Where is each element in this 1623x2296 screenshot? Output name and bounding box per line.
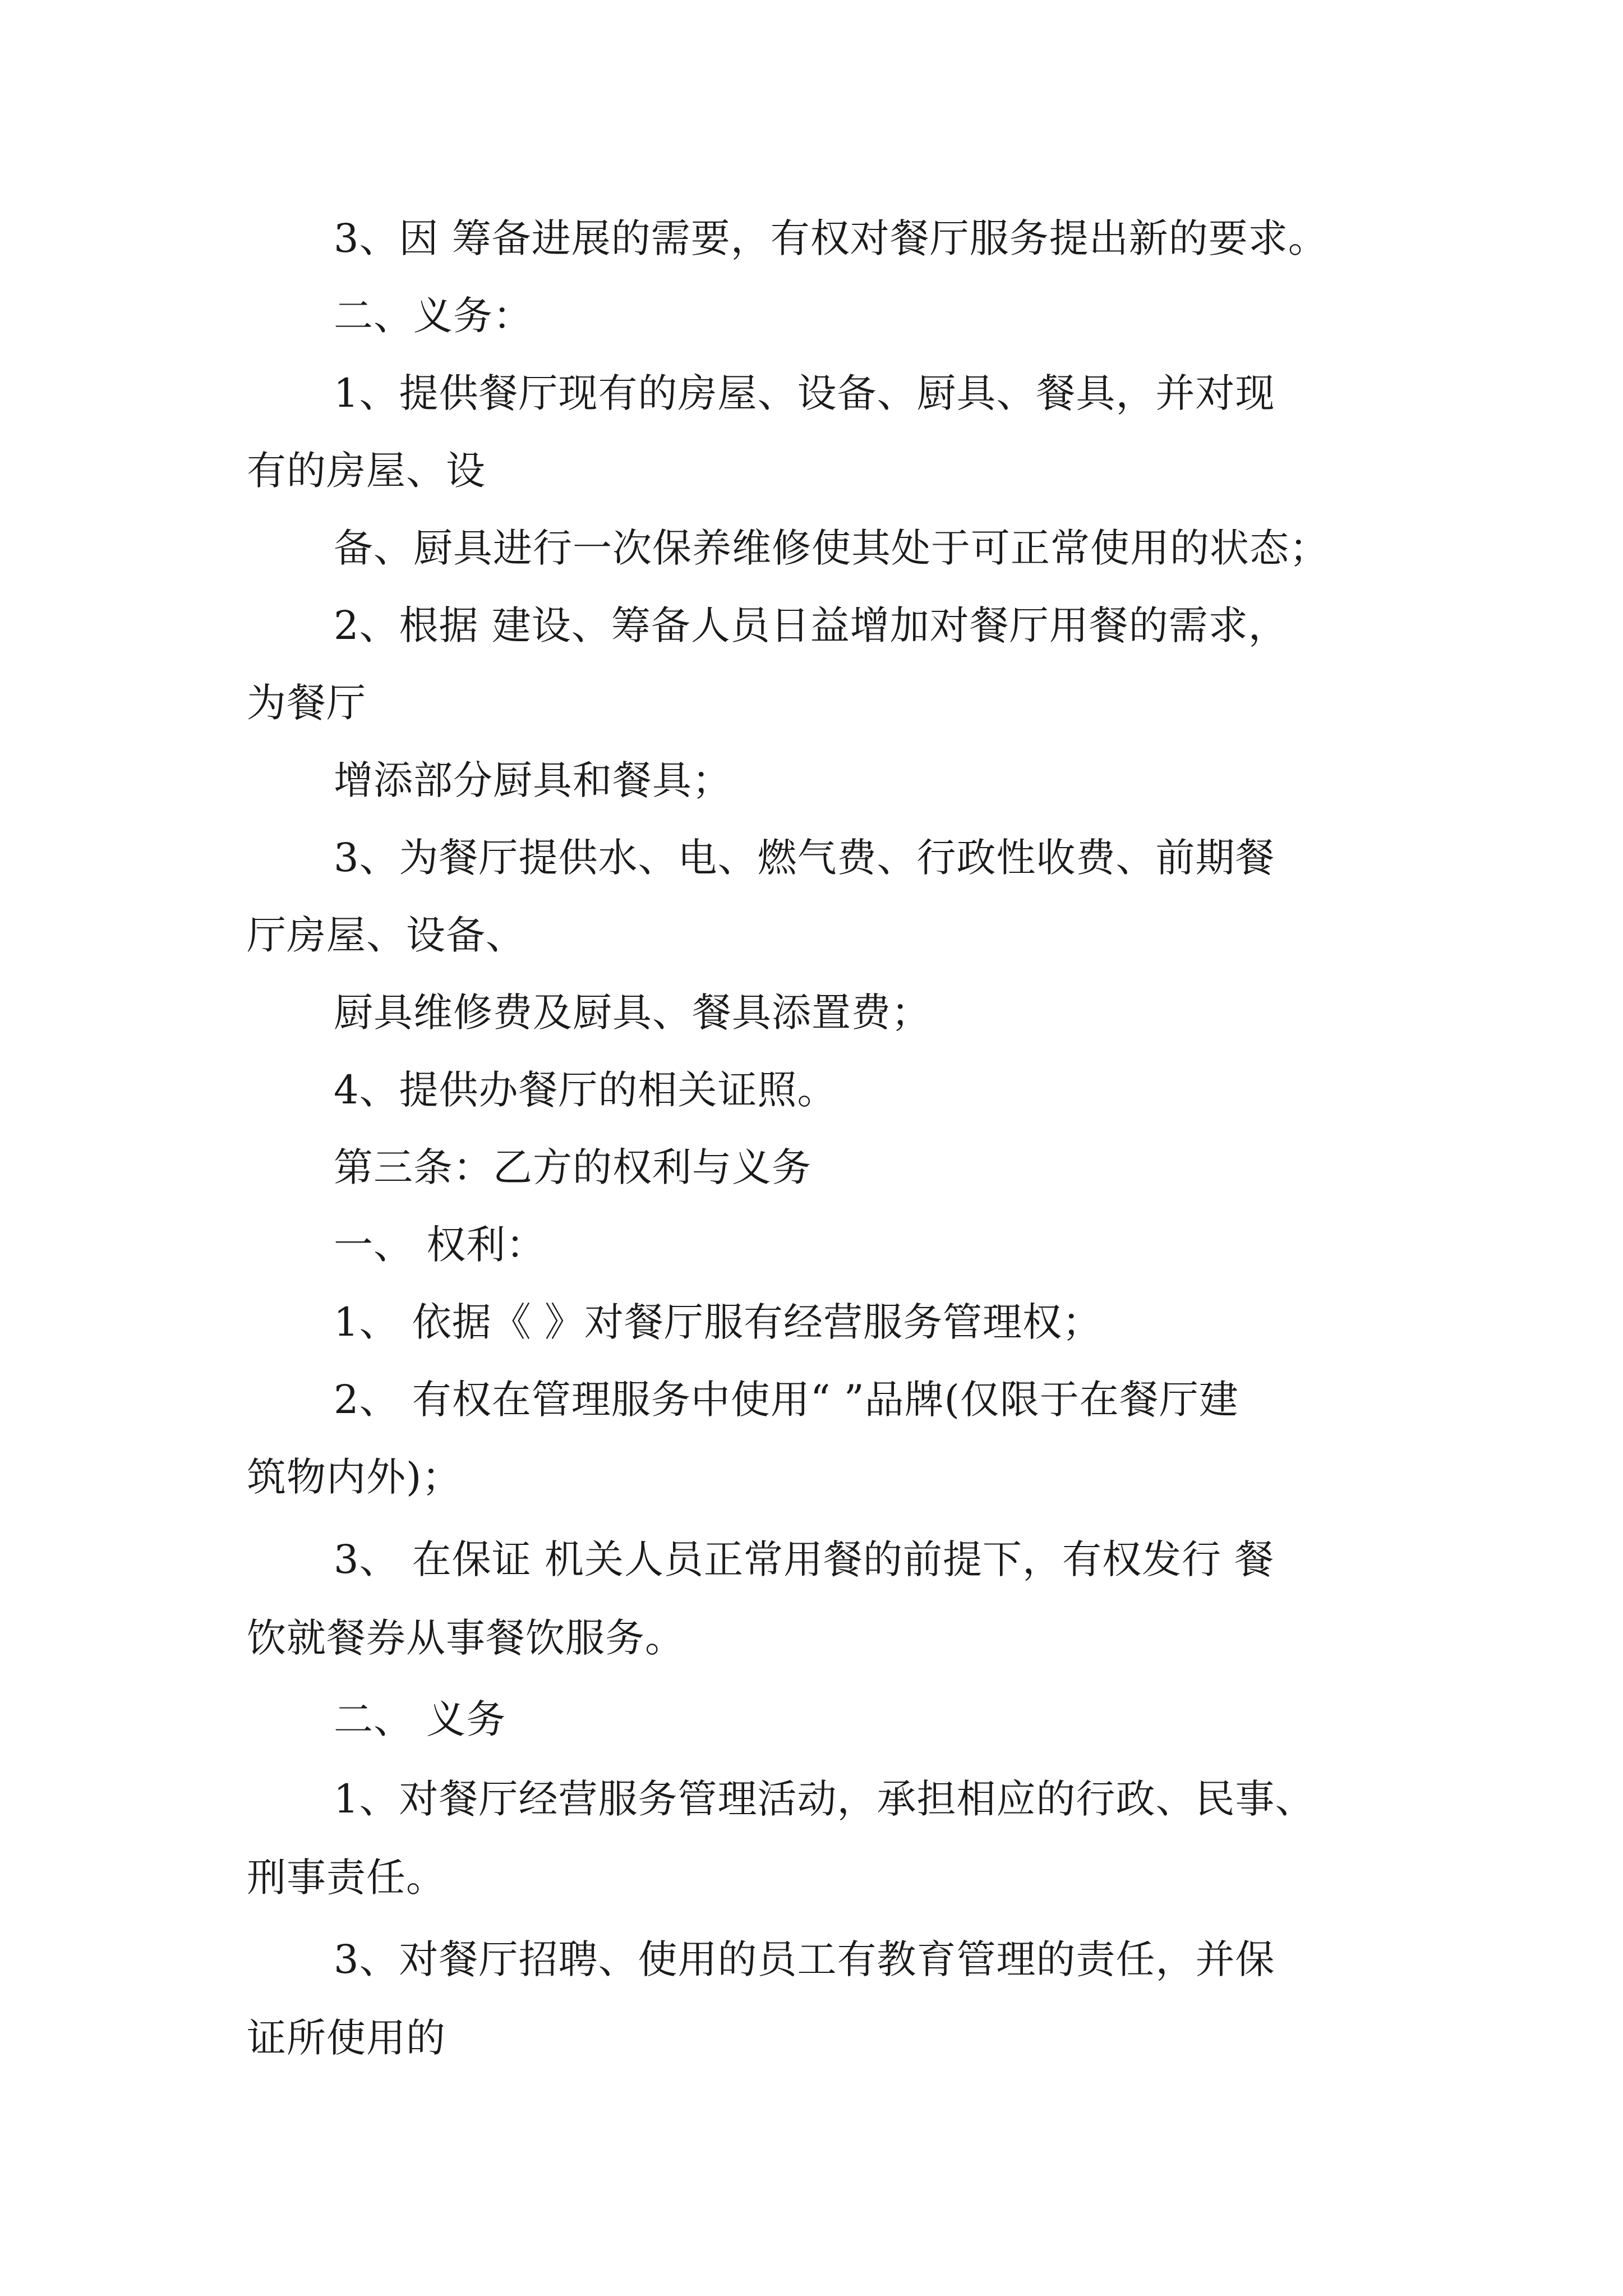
text-line: 1、 依据《 》对餐厅服有经营服务管理权；: [334, 1299, 1103, 1345]
text-line: 备、厨具进行一次保养维修使其处于可正常使用的状态；: [334, 525, 1329, 571]
text-line: 增添部分厨具和餐具；: [334, 757, 732, 803]
text-line: 厨具维修费及厨具、餐具添置费；: [334, 990, 931, 1036]
text-line: 3、为餐厅提供水、电、燃气费、行政性收费、前期餐: [334, 835, 1275, 881]
text-line: 3、 在保证 机关人员正常用餐的前提下，有权发行 餐: [334, 1536, 1275, 1582]
section-heading: 一、 权利：: [334, 1222, 546, 1268]
article-heading: 第三条：乙方的权利与义务: [334, 1144, 811, 1190]
text-line: 刑事责任。: [247, 1855, 446, 1901]
text-line: 1、提供餐厅现有的房屋、设备、厨具、餐具，并对现: [334, 370, 1275, 416]
text-line: 饮就餐券从事餐饮服务。: [247, 1615, 685, 1661]
text-line: 2、 有权在管理服务中使用“ ”品牌(仅限于在餐厅建: [334, 1377, 1239, 1423]
text-line: 3、对餐厅招聘、使用的员工有教育管理的责任，并保: [334, 1936, 1275, 1982]
text-line: 2、根据 建设、筹备人员日益增加对餐厅用餐的需求，: [334, 602, 1288, 648]
text-line: 筑物内外)；: [247, 1454, 462, 1500]
text-line: 3、因 筹备进展的需要，有权对餐厅服务提出新的要求。: [334, 215, 1328, 261]
text-line: 有的房屋、设: [247, 448, 486, 494]
text-line: 1、对餐厅经营服务管理活动，承担相应的行政、民事、: [334, 1776, 1315, 1822]
text-line: 4、提供办餐厅的相关证照。: [334, 1067, 837, 1113]
text-line: 厅房屋、设备、: [247, 912, 525, 958]
text-line: 证所使用的: [247, 2015, 446, 2061]
section-heading: 二、 义务: [334, 1696, 506, 1742]
section-heading: 二、义务：: [334, 293, 533, 339]
text-line: 为餐厅: [247, 680, 366, 726]
